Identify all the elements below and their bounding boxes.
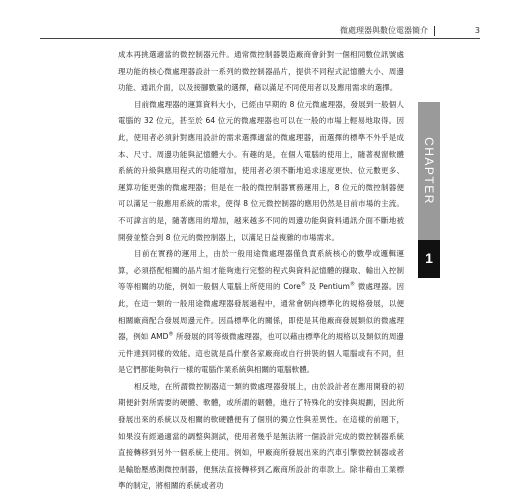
paragraph-3-part-4: 所發展的同等級微處理器，也可以藉由標準化的規格以及類似的周邊元件達到同樣的效能。這也就是爲什麼各家廠商或自行拼裝的個人電腦或有不同，但是它們都能夠執行一樣的電腦作業系統與相關的電腦軟體。 [118,332,404,375]
chapter-number-box [418,240,440,278]
running-header-title: 微處理器與數位電器簡介 [340,26,428,35]
paragraph-3 [118,246,404,379]
registered-mark: ® [168,331,174,338]
chapter-number: 1 [425,250,433,266]
chapter-label: CHAPTER [422,137,436,205]
registered-mark: ® [300,281,306,288]
paragraph-3-part-2: 及 Pentium [305,282,351,292]
chapter-tab [418,102,440,240]
body-text [118,47,404,495]
header-rule [40,38,480,39]
registered-mark: ® [350,281,356,288]
paragraph-1: 成本再挑選適當的微控制器元件。通常微控制器製造廠商會針對一個相同數位訊號處理功能的核心微處理器設計一系列的微控制器晶片，提供不同程式記憶體大小、周邊功能、通訊介面，以及接腳數量的選擇，藉以滿足不同使用者以及應用需求的選擇。 [118,50,404,93]
paragraph-3-part-3: 微處理器。因此，在這一類的一般用途微處理器發展過程中，通常會朝向標準化的規格發展，以便相關廠商配合發展周邊元件。因爲標準化的關係，即使是其他廠商發展類似的微處理器，例如 AMD [118,282,405,342]
header-divider [434,26,435,36]
paragraph-2: 目前微處理器的運算資料大小，已經由早期的 8 位元微處理器，發展到一般個人電腦的 32 位元，甚至於 64 位元的微處理器也可以在一般的市場上輕易地取得。因此，使用者必須針對應用設計的需求選擇適當的微處理器，而選擇的標準不外乎是成本、尺寸、周邊功能與記憶體大小。有趣的是，在個人電腦的使用上，隨著視窗軟體系統的升級與應用程式的功能增加，使用者必須不斷地追求速度更快、位元數更多、運算功能更強的微處理器；但是在一般的微控制器實務運用上，8 位元的微控制器便可以滿足一般應用系統的需求，使得 8 位元微控制器的應用仍然是目前市場的主流。不可諱言的是，隨著應用的增加，越來越多不同的周邊功能與資料通訊介面不斷地被開發並整合到 8 位元的微控制器上，以滿足日益複雜的市場需求。 [118,99,404,242]
paragraph-4: 相反地，在所謂微控制器這一類的微處理器發展上，由於設計者在應用開發的初期便針對所需要的硬體、軟體，或所謂的韌體，進行了特殊化的安排與規劃，因此所發展出來的系統以及相關的軟硬體便有了個別的獨立性與差異性。在這樣的前題下，如果沒有經過適當的調整與測試，使用者幾乎是無法將一個設計完成的微控制器系統直接轉移到另外一個系統上使用。例如，甲廠商所發展出來的汽車引擎微控制器或者是輸胎壓感測微控制器，便無法直接轉移到乙廠商所設計的車款上。除非藉由工業標準的制定，將相關的系統或者功 [118,381,404,491]
page-number: 3 [474,26,480,35]
paragraph-3-part-1: 目前在實務的運用上，由於一般用途微處理器僅負責系統核心的數學或邏輯運算，必須搭配相關的晶片組才能夠進行完整的程式與資料記憶體的擷取、輸出入控制等等相關的功能，例如一般個人電腦上所使用的 Core [118,249,404,292]
running-header [40,26,480,40]
